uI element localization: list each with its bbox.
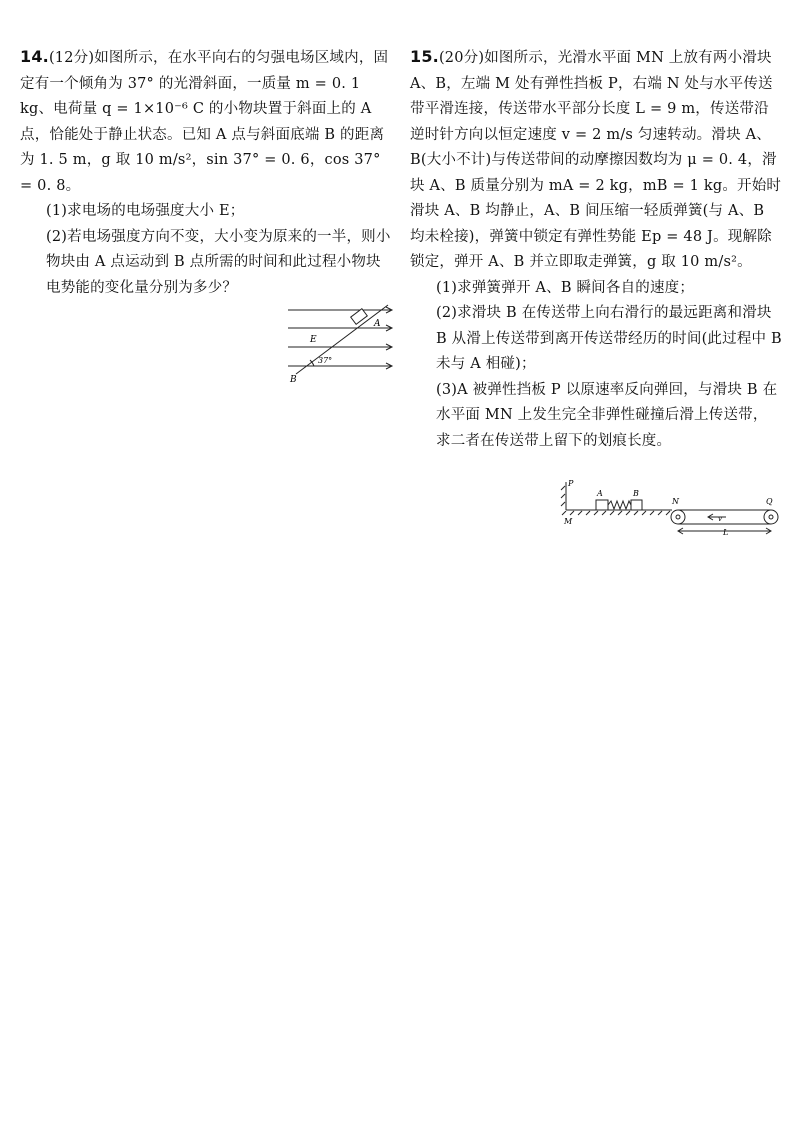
question-text: 如图所示，光滑水平面 MN 上放有两小滑块 A、B，左端 M 处有弹性挡板 P，右端 N 处与水平传送带平滑连接，传送带水平部分长度 L = 9 m，传送带沿逆时针方向以恒定速度 v = 2 m/s 匀速转动。滑块 A、B(大小不计)与传送带间的动摩擦因数均为 μ = 0. 4，滑块 A、B 质量分别为 mA = 2 kg，mB = 1 kg。开始时滑块 A、B 均静止，A、B 间压缩一轻质弹簧(与 A、B 均未栓接)，弹簧中锁定有弹性势能 Ep = 48 J。现解除锁定，弹开 A、B 并立即取走弹簧，g 取 10 m/s²。 — [410, 50, 782, 270]
question-15-figure — [560, 478, 786, 540]
question-14-part-2: (2)若电场强度方向不变，大小变为原来的一半，则小物块由 A 点运动到 B 点所需的时间和此过程小物块电势能的变化量分别为多少？ — [46, 228, 391, 296]
label-a: A — [374, 319, 381, 329]
label-angle: 37° — [318, 356, 333, 365]
block-a — [596, 500, 608, 510]
question-number: 15. — [410, 47, 439, 66]
label-m: M — [564, 517, 573, 526]
question-14-stem — [20, 44, 392, 199]
label-n: N — [672, 497, 679, 506]
question-14-figure — [284, 300, 396, 384]
block-b — [631, 500, 642, 510]
label-p: P — [568, 479, 574, 488]
question-15-part-3: (3)A 被弹性挡板 P 以原速率反向弹回，与滑块 B 在水平面 MN 上发生完全非弹性碰撞后滑上传送带，求二者在传送带上留下的划痕长度。 — [436, 381, 778, 449]
question-score: (20分) — [438, 50, 485, 66]
label-l: L — [723, 528, 729, 537]
question-15-part-2: (2)求滑块 B 在传送带上向右滑行的最远距离和滑块 B 从滑上传送带到离开传送带经历的时间(此过程中 B 未与 A 相碰)； — [436, 305, 782, 372]
question-14-part-1: (1)求电场的电场强度大小 E； — [46, 203, 245, 219]
question-14 — [20, 44, 392, 301]
question-15 — [410, 44, 782, 454]
label-v: v — [718, 515, 722, 523]
label-q: Q — [766, 497, 773, 506]
question-15-stem — [410, 44, 782, 276]
label-a: A — [597, 489, 603, 498]
question-text: 如图所示，在水平向右的匀强电场区域内，固定有一个倾角为 37° 的光滑斜面，一质量 m = 0. 1 kg、电荷量 q = 1×10⁻⁶ C 的小物块置于斜面上的 A 点，恰能处于静止状态。已知 A 点与斜面底端 B 的距离为 1. 5 m，g 取 10 m/s²，sin 37° = 0. 6，cos 37° = 0. 8。 — [20, 50, 389, 194]
question-number: 14. — [20, 47, 49, 66]
label-e: E — [310, 335, 317, 345]
pulley-q — [764, 510, 778, 524]
label-b: B — [290, 375, 297, 384]
pulley-n — [671, 510, 685, 524]
question-15-part-1: (1)求弹簧弹开 A、B 瞬间各自的速度； — [436, 279, 695, 296]
question-score: (12分) — [48, 50, 95, 66]
spring — [608, 501, 631, 509]
label-b: B — [633, 489, 639, 498]
